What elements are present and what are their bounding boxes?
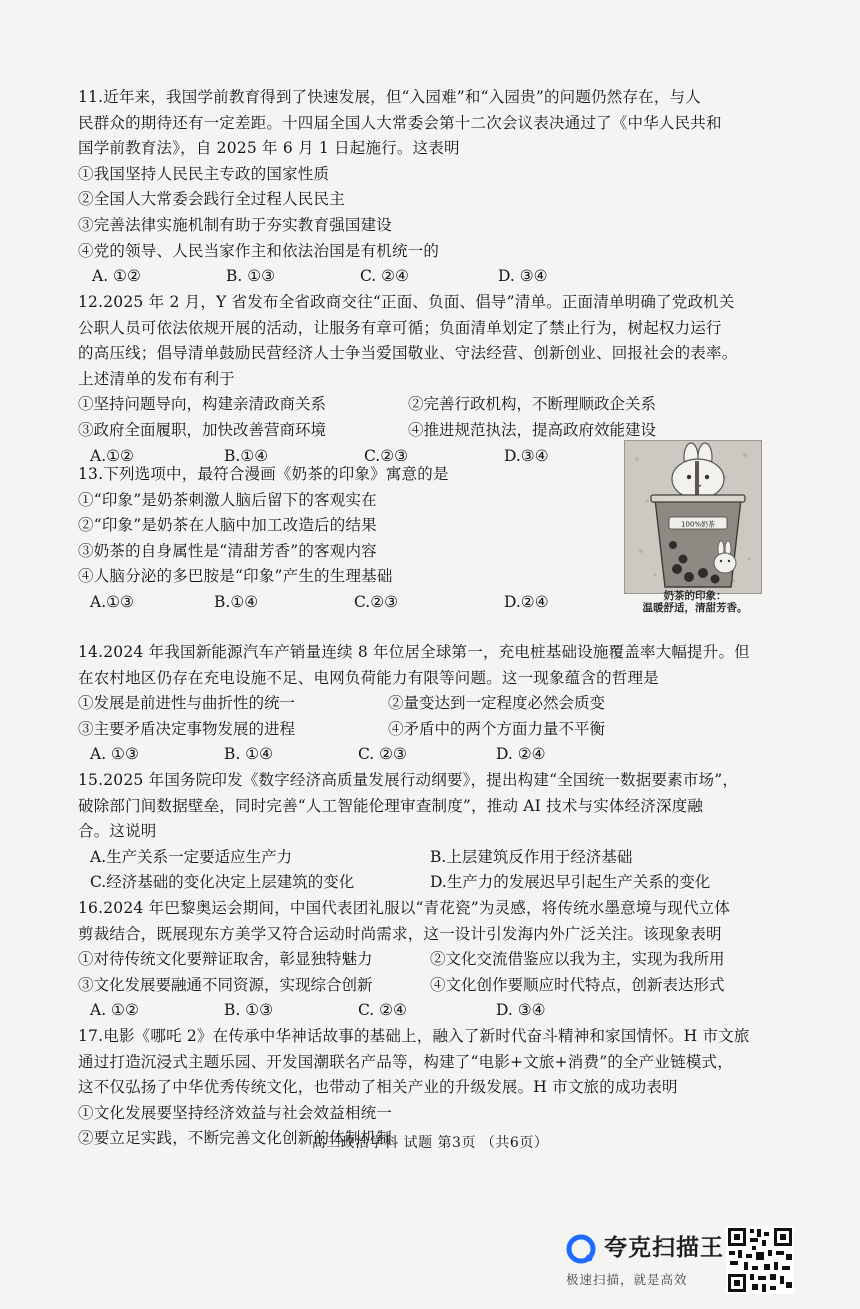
question-stem-line: 这不仅弘扬了中华优秀传统文化，也带动了相关产业的升级发展。H 市文旅的成功表明 <box>78 1078 678 1097</box>
choice-c: C.②③ <box>364 446 409 465</box>
question-stem-line: 16.2024 年巴黎奥运会期间，中国代表团礼服以“青花瓷”为灵感，将传统水墨意境与现代立体 <box>78 899 731 917</box>
statement-3: ③奶茶的自身属性是“清甜芳香”的客观内容 <box>78 541 377 560</box>
choice-c: C. ②③ <box>358 745 407 764</box>
question-stem-line: 17.电影《哪吒 2》在传承中华神话故事的基础上，融入了新时代奋斗精神和家国情怀。H 市文旅 <box>78 1027 750 1045</box>
choice-d: D. ③④ <box>498 267 548 286</box>
statement-row <box>78 973 778 999</box>
statement-4: ④文化创作要顺应时代特点，创新表达形式 <box>430 975 725 994</box>
question-16 <box>78 896 778 1024</box>
option-row <box>78 845 778 871</box>
statement-2: ②量变达到一定程度必然会质变 <box>388 694 606 713</box>
choice-b: B.①④ <box>224 446 269 465</box>
cup-label: 100%奶茶 <box>680 520 716 529</box>
scanner-slogan: 极速扫描，就是高效 <box>566 1272 688 1287</box>
option-a: A.生产关系一定要适应生产力 <box>90 847 293 866</box>
option-row <box>78 870 778 896</box>
question-stem-line: 剪裁结合，既展现东方美学又符合运动时尚需求，这一设计引发海内外广泛关注。该现象表明 <box>78 924 722 943</box>
statement-4: ④矛盾中的两个方面力量不平衡 <box>388 719 606 738</box>
choice-a: A.①② <box>90 446 134 465</box>
choice-b: B.①④ <box>214 592 259 611</box>
choice-d: D.③④ <box>504 446 549 465</box>
cartoon-caption <box>620 590 770 614</box>
question-15 <box>78 768 778 896</box>
statement-3: ③文化发展要融通不同资源，实现综合创新 <box>78 975 373 994</box>
statement-row <box>78 691 778 717</box>
question-stem-line: 合。这说明 <box>78 822 157 841</box>
statement-2: ②完善行政机构，不断理顺政企关系 <box>408 395 657 414</box>
option-b: B.上层建筑反作用于经济基础 <box>430 847 633 866</box>
question-stem-line: 14.2024 年我国新能源汽车产销量连续 8 年位居全球第一，充电桩基础设施覆盖率大幅提升。但 <box>78 643 750 661</box>
statement-2: ②“印象”是奶茶在人脑中加工改造后的结果 <box>78 516 377 535</box>
statement-1: ①发展是前进性与曲折性的统一 <box>78 694 296 713</box>
statement-2: ②全国人大常委会践行全过程人民民主 <box>78 190 345 209</box>
question-stem-line: 上述清单的发布有利于 <box>78 369 236 388</box>
page-footer: 高三政治学科 试题 第3页 （共6页） <box>311 1135 549 1151</box>
question-stem-line: 公职人员可依法依规开展的活动，让服务有章可循；负面清单划定了禁止行为，树起权力运行 <box>78 318 722 337</box>
milk-tea-cartoon <box>624 440 762 594</box>
choice-d: D. ②④ <box>496 745 546 764</box>
statement-3: ③政府全面履职，加快改善营商环境 <box>78 420 327 439</box>
question-stem-line: 民群众的期待还有一定差距。十四届全国人大常委会第十二次会议表决通过了《中华人民共和 <box>78 113 722 132</box>
quark-scanner-logo-icon <box>566 1234 596 1264</box>
statement-3: ③主要矛盾决定事物发展的进程 <box>78 719 296 738</box>
choices <box>78 264 778 290</box>
choice-c: C.②③ <box>354 592 399 611</box>
question-stem-line: 15.2025 年国务院印发《数字经济高质量发展行动纲要》，提出构建“全国统一数据要素市场”， <box>78 771 739 789</box>
statement-4: ④推进规范执法，提高政府效能建设 <box>408 420 657 439</box>
question-11 <box>78 85 778 290</box>
choice-c: C. ②④ <box>360 267 409 286</box>
milk-tea-cup-illustration <box>625 441 761 593</box>
option-c: C.经济基础的变化决定上层建筑的变化 <box>90 873 355 892</box>
choice-d: D. ③④ <box>496 1001 546 1020</box>
choice-b: B. ①③ <box>224 1001 274 1020</box>
question-14 <box>78 640 778 768</box>
statement-3: ③完善法律实施机制有助于夯实教育强国建设 <box>78 215 393 234</box>
caption-line: 奶茶的印象： <box>663 590 727 602</box>
choice-b: B. ①④ <box>224 745 274 764</box>
question-stem-line: 的高压线；倡导清单鼓励民营经济人士争当爱国敬业、守法经营、创新创业、回报社会的表率。 <box>78 344 738 363</box>
statement-4: ④人脑分泌的多巴胺是“印象”产生的生理基础 <box>78 567 393 586</box>
statement-1: ①我国坚持人民民主专政的国家性质 <box>78 164 330 183</box>
choices <box>78 742 778 768</box>
statement-row <box>78 717 778 743</box>
question-stem-line: 破除部门间数据壁垒，同时完善“人工智能伦理审查制度”，推动 AI 技术与实体经济深度融 <box>78 796 704 815</box>
qr-code-icon <box>726 1226 794 1294</box>
choice-d: D.②④ <box>504 592 549 611</box>
statement-1: ①“印象”是奶茶刺激人脑后留下的客观实在 <box>78 490 377 509</box>
question-stem-line: 11.近年来，我国学前教育得到了快速发展，但“入园难”和“入园贵”的问题仍然存在，与人 <box>78 88 701 106</box>
statement-2: ②文化交流借鉴应以我为主，实现为我所用 <box>430 950 725 969</box>
statement-4: ④党的领导、人民当家作主和依法治国是有机统一的 <box>78 241 440 260</box>
caption-line: 温暖舒适，清甜芳香。 <box>642 602 748 614</box>
scanner-app-name: 夸克扫描王 <box>604 1235 724 1261</box>
choice-a: A. ①② <box>90 1001 139 1020</box>
statement-1: ①对待传统文化要辩证取舍，彰显独特魅力 <box>78 950 373 969</box>
question-stem-line: 通过打造沉浸式主题乐园、开发国潮联名产品等，构建了“电影+文旅+消费”的全产业链模式， <box>78 1052 733 1071</box>
statement-1: ①文化发展要坚持经济效益与社会效益相统一 <box>78 1103 393 1122</box>
choice-a: A. ①③ <box>90 745 139 764</box>
question-stem-line: 13.下列选项中，最符合漫画《奶茶的印象》寓意的是 <box>78 465 449 483</box>
choice-b: B. ①③ <box>226 267 276 286</box>
choice-a: A. ①② <box>92 267 141 286</box>
statement-row <box>78 392 778 418</box>
statement-row <box>78 947 778 973</box>
option-d: D.生产力的发展迟早引起生产关系的变化 <box>430 873 711 892</box>
choice-c: C. ②④ <box>358 1001 407 1020</box>
question-stem-line: 12.2025 年 2 月，Y 省发布全省政商交往“正面、负面、倡导”清单。正面清单明确了党政机关 <box>78 293 735 311</box>
choice-a: A.①③ <box>90 592 134 611</box>
question-stem-line: 在农村地区仍存在充电设施不足、电网负荷能力有限等问题。这一现象蕴含的哲理是 <box>78 668 659 687</box>
statement-1: ①坚持问题导向，构建亲清政商关系 <box>78 395 327 414</box>
question-stem-line: 国学前教育法》，自 2025 年 6 月 1 日起施行。这表明 <box>78 139 460 158</box>
choices <box>78 998 778 1024</box>
statement-2: ②要立足实践，不断完善文化创新的体制机制 <box>78 1129 393 1148</box>
